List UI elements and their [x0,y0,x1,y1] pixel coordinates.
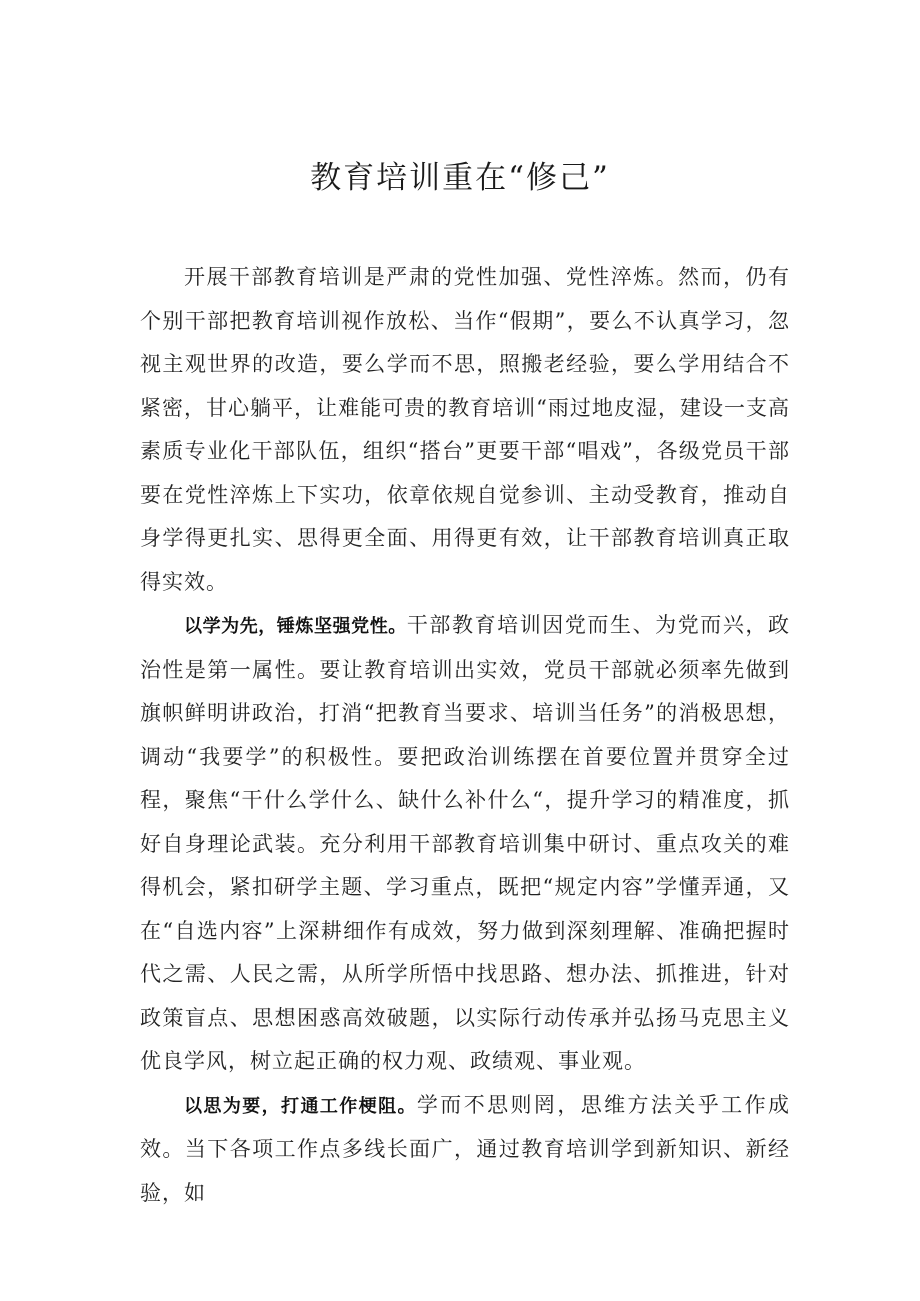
paragraph-lead-heading: 以学为先，锤炼坚强党性。 [184,616,407,637]
paragraph-text: 开展干部教育培训是严肃的党性加强、党性淬炼。然而，仍有个别干部把教育培训视作放松、当作“假期”，要么不认真学习，忽视主观世界的改造，要么学而不思，照搬老经验，要么学用结合不紧密，甘心躺平，让难能可贵的教育培训“雨过地皮湿，建设一支高素质专业化干部队伍，组织“搭台”更要干部“唱戏”，各级党员干部要在党性淬炼上下实功，依章依规自觉参训、主动受教育，推动自身学得更扎实、思得更全面、用得更有效，让干部教育培训真正取得实效。 [140,265,790,594]
document-title: 教育培训重在“修己” [310,160,610,196]
paragraph-study-first [140,604,790,1084]
paragraph-text: 学而不思则罔，思维方法关乎工作成效。当下各项工作点多线长面广，通过教育培训学到新知识、新经验，如 [140,1092,791,1205]
paragraph-lead-heading: 以思为要，打通工作梗阻。 [184,1095,417,1117]
document-body [140,256,790,1215]
paragraph-intro [140,256,790,604]
paragraph-text: 干部教育培训因党而生、为党而兴，政治性是第一属性。要让教育培训出实效，党员干部就必须率先做到旗帜鲜明讲政治，打消“把教育当要求、培训当任务”的消极思想，调动“我要学”的积极性。要把政治训练摆在首要位置并贯穿全过程，聚焦“干什么学什么、缺什么补什么“，提升学习的精准度，抓好自身理论武装。充分利用干部教育培训集中研讨、重点攻关的难得机会，紧扣研学主题、学习重点，既把“规定内容”学懂弄通，又在“自选内容”上深耕细作有成效，努力做到深刻理解、准确把握时代之需、人民之需，从所学所悟中找思路、想办法、抓推进，针对政策盲点、思想困惑高效破题，以实际行动传承并弘扬马克思主义优良学风，树立起正确的权力观、政绩观、事业观。 [140,613,791,1073]
paragraph-thinking-first [140,1084,790,1216]
